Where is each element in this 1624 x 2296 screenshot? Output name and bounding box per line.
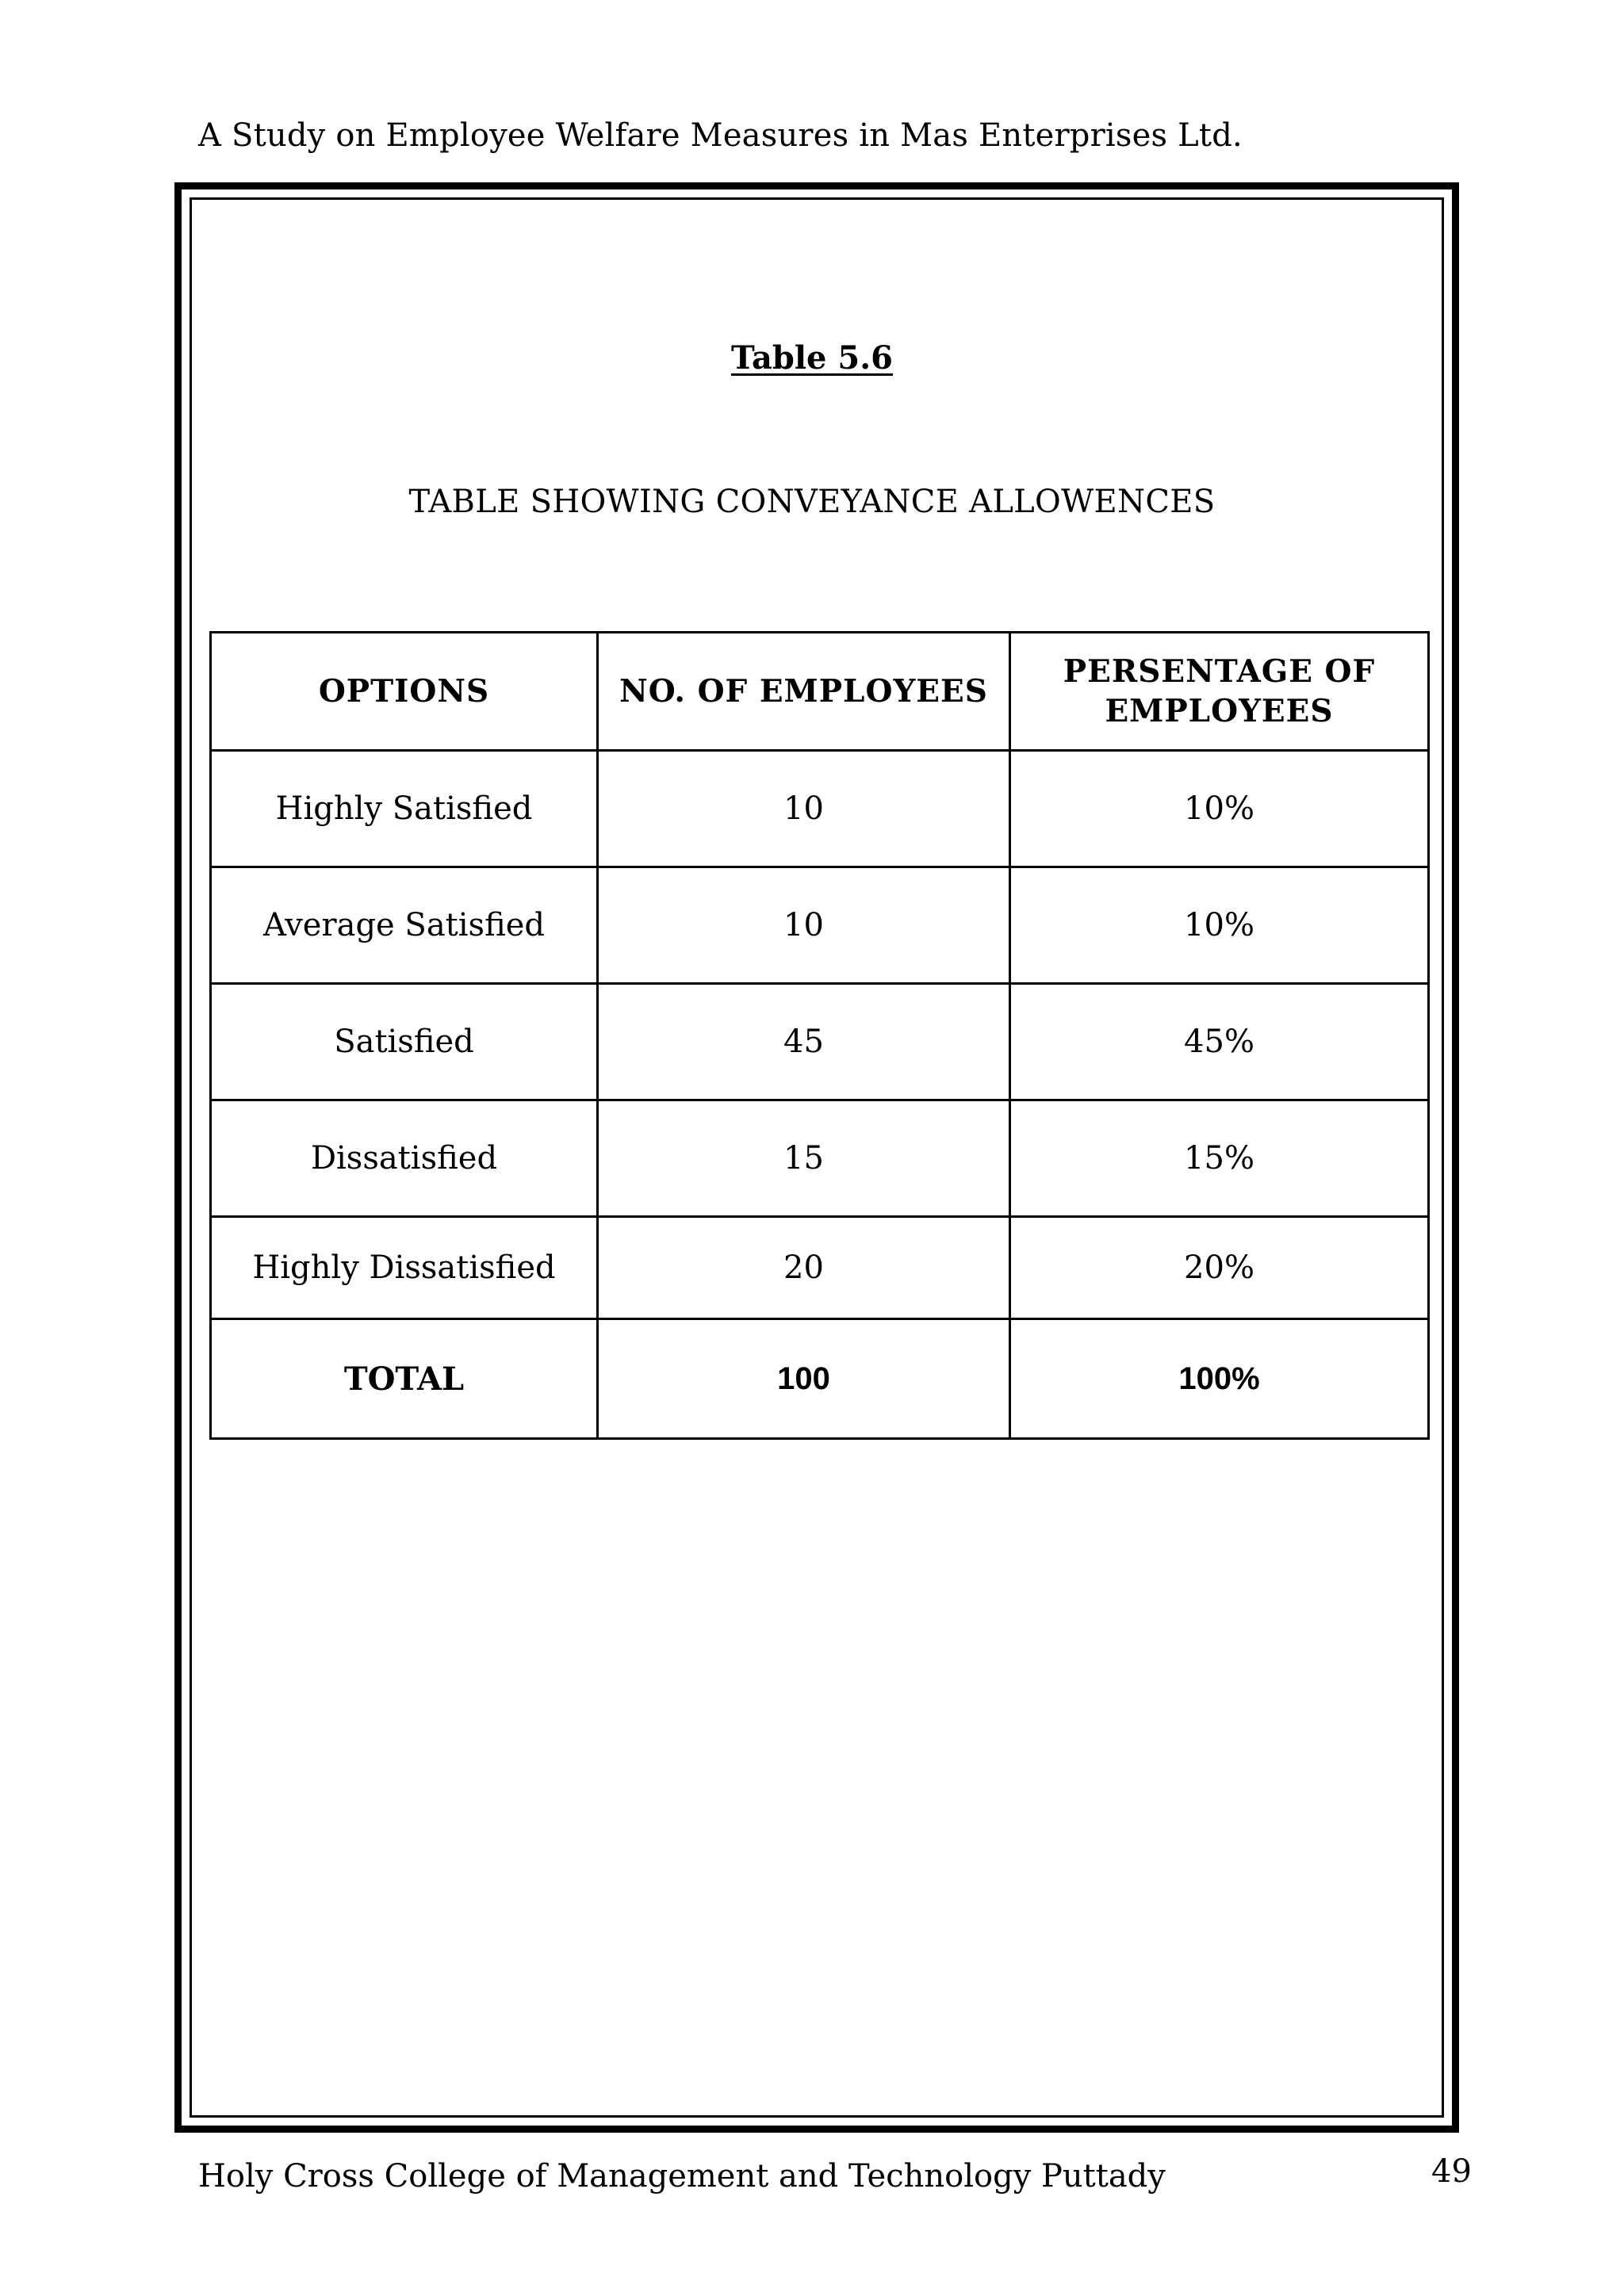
page-number: 49 — [1431, 2153, 1472, 2190]
table-row — [211, 1100, 1429, 1217]
percentage-cell: 15% — [1010, 1100, 1429, 1217]
option-cell: Highly Dissatisfied — [211, 1217, 598, 1319]
option-cell: Dissatisfied — [211, 1100, 598, 1217]
table-row — [211, 867, 1429, 984]
table-row — [211, 984, 1429, 1100]
count-cell: 10 — [598, 867, 1010, 984]
running-header: A Study on Employee Welfare Measures in Mas Enterprises Ltd. — [198, 117, 1243, 154]
column-header-options: OPTIONS — [211, 633, 598, 751]
footer-institution: Holy Cross College of Management and Technology Puttady — [198, 2158, 1166, 2195]
percentage-cell: 20% — [1010, 1217, 1429, 1319]
table-row — [211, 1217, 1429, 1319]
column-header-percentage: PERSENTAGE OF EMPLOYEES — [1010, 633, 1429, 751]
conveyance-table — [209, 631, 1430, 1440]
option-cell: Satisfied — [211, 984, 598, 1100]
table-row — [211, 751, 1429, 867]
count-cell: 45 — [598, 984, 1010, 1100]
option-cell: Average Satisfied — [211, 867, 598, 984]
table-number-text: Table 5.6 — [731, 339, 893, 377]
count-cell: 20 — [598, 1217, 1010, 1319]
percentage-cell: 10% — [1010, 867, 1429, 984]
table-header-row — [211, 633, 1429, 751]
table-number — [0, 339, 1624, 377]
percentage-cell: 10% — [1010, 751, 1429, 867]
count-cell: 15 — [598, 1100, 1010, 1217]
option-cell: Highly Satisfied — [211, 751, 598, 867]
total-label-cell: TOTAL — [211, 1319, 598, 1439]
total-percentage-cell: 100% — [1010, 1319, 1429, 1439]
percentage-cell: 45% — [1010, 984, 1429, 1100]
table-total-row — [211, 1319, 1429, 1439]
count-cell: 10 — [598, 751, 1010, 867]
column-header-employees: NO. OF EMPLOYEES — [598, 633, 1010, 751]
total-count-cell: 100 — [598, 1319, 1010, 1439]
table-caption: TABLE SHOWING CONVEYANCE ALLOWENCES — [408, 484, 1216, 520]
